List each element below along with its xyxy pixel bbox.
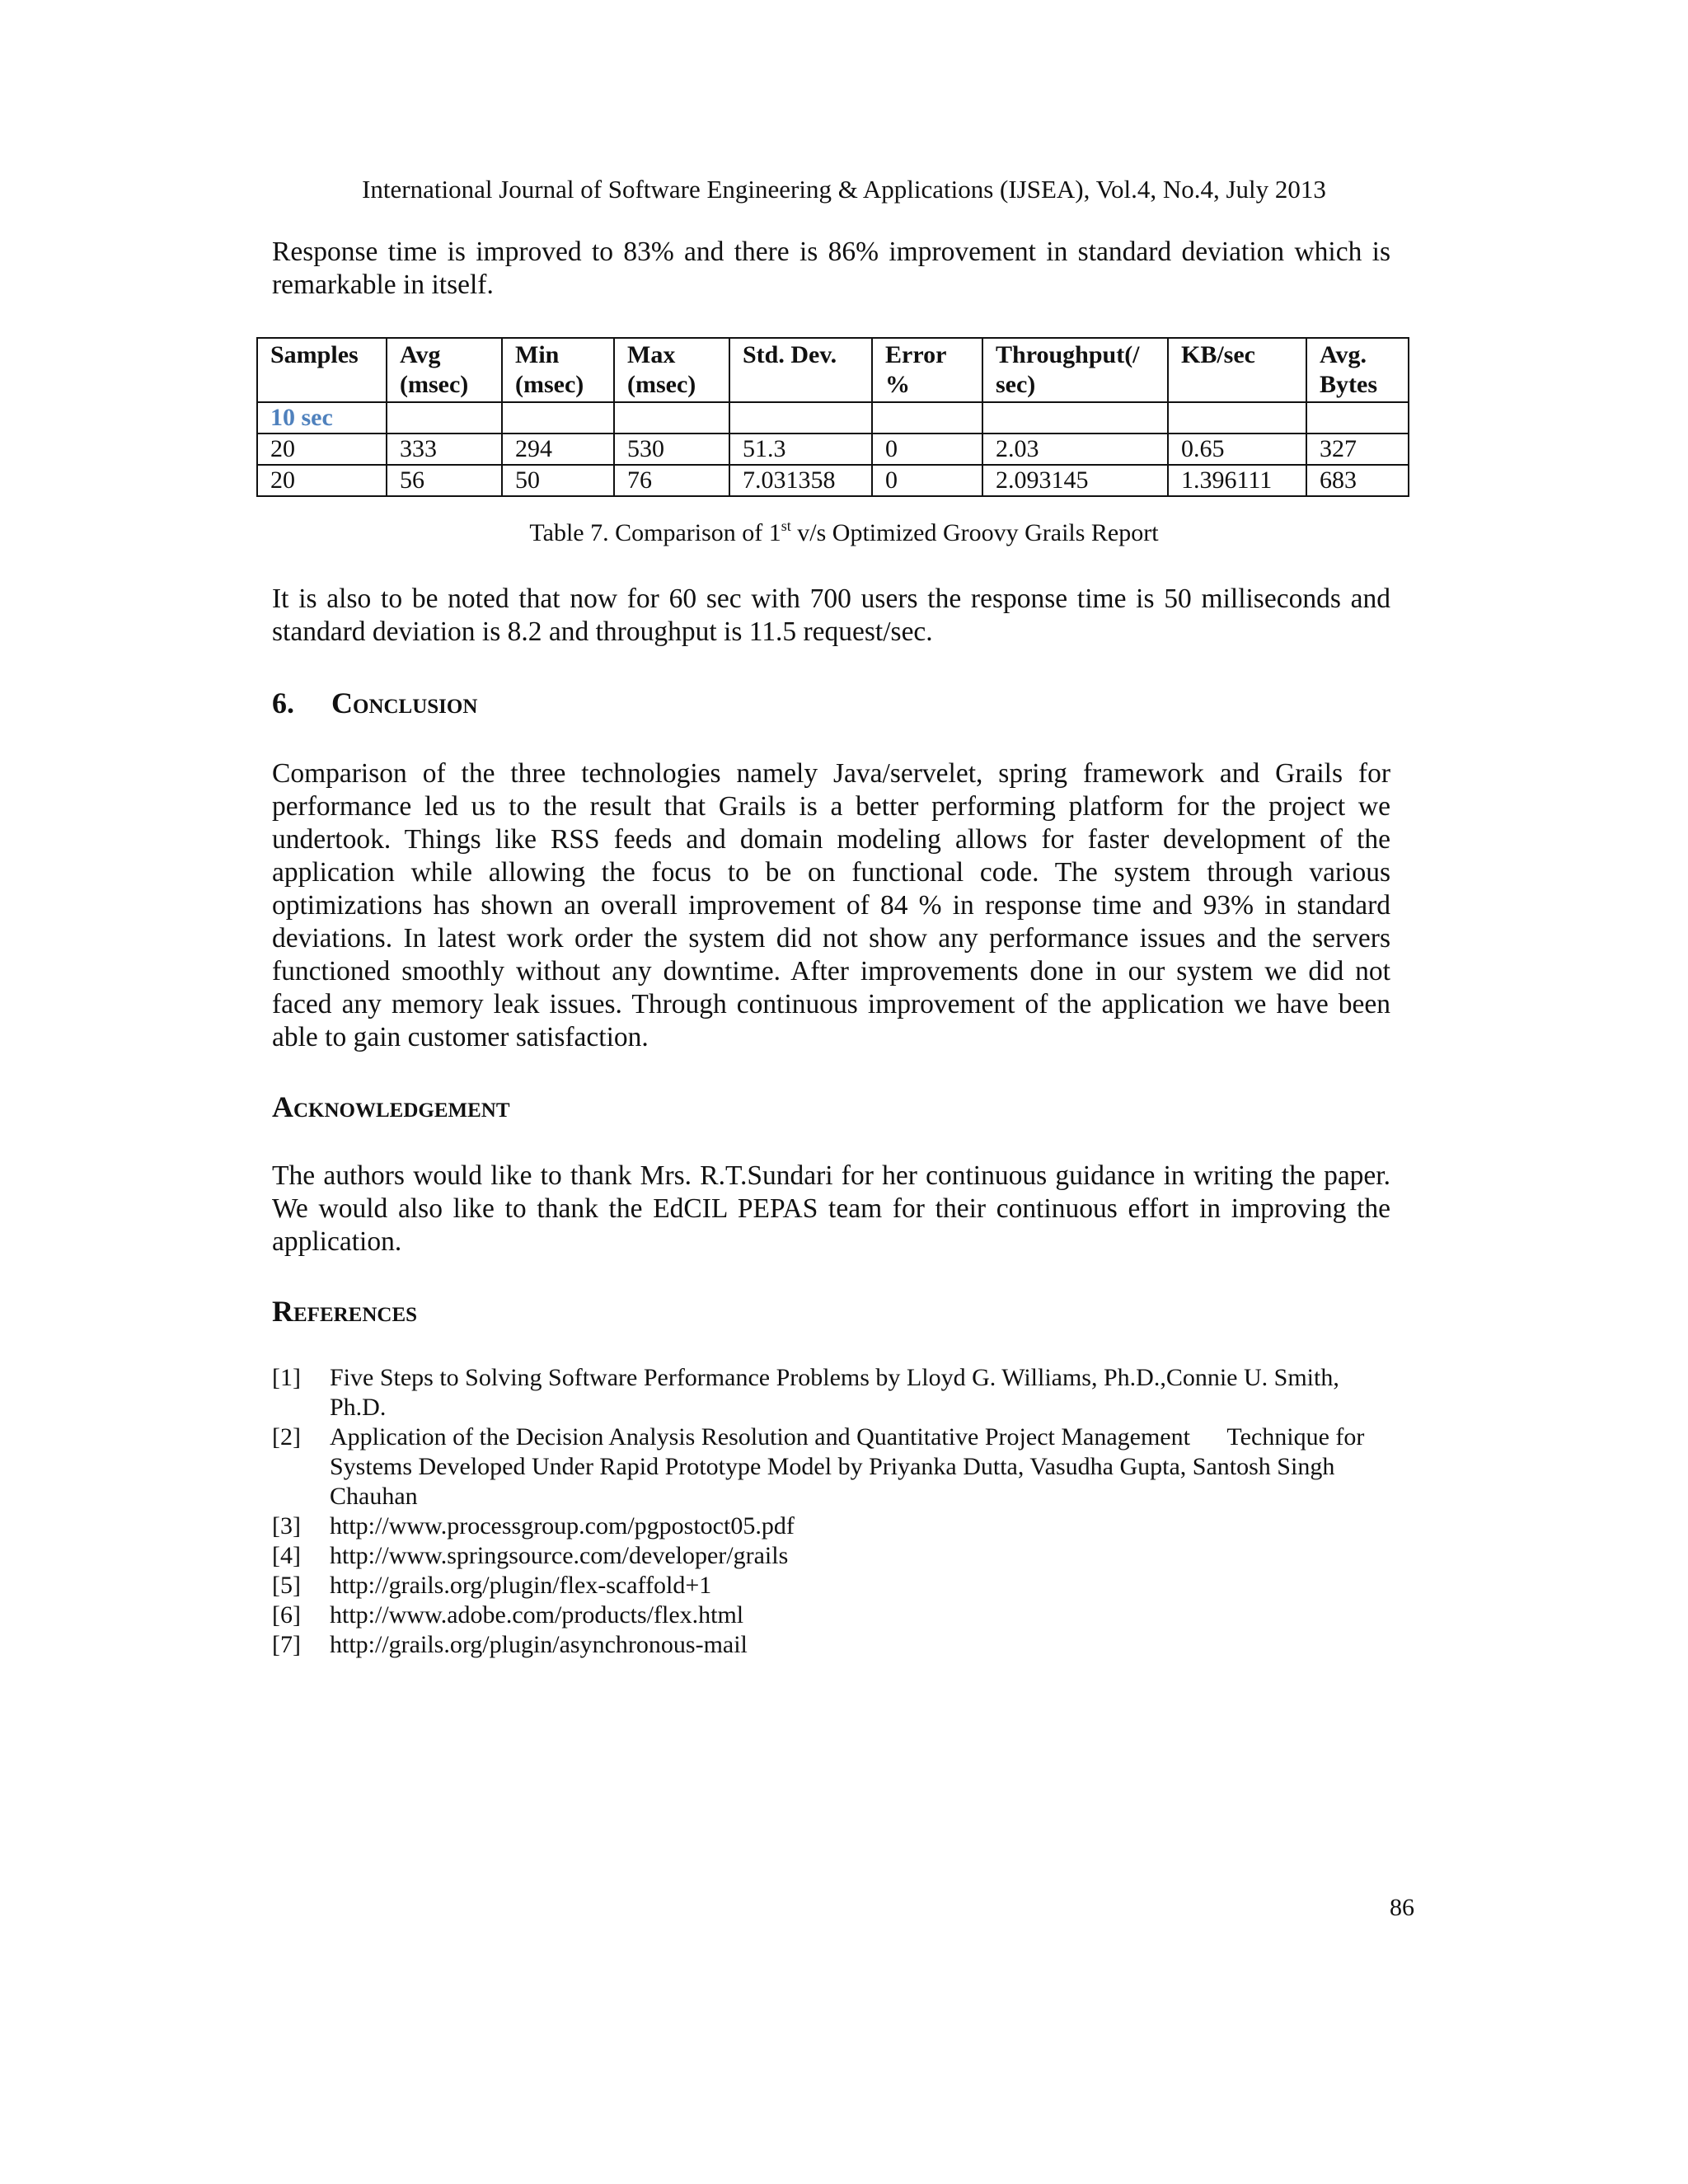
table-cell: 51.3 xyxy=(729,434,872,465)
table-cell xyxy=(1168,402,1306,434)
results-table xyxy=(256,337,1409,497)
table-cell: 2.093145 xyxy=(982,465,1168,496)
references-heading: References xyxy=(272,1295,418,1328)
table-cell xyxy=(729,402,872,434)
table-cell: 0 xyxy=(872,434,982,465)
table-cell: 20 xyxy=(257,465,387,496)
reference-item: [4] http://www.springsource.com/developer/grails xyxy=(272,1542,789,1569)
table-cell: 56 xyxy=(387,465,502,496)
references-list xyxy=(272,1363,1401,1660)
table-cell xyxy=(872,402,982,434)
table-cell: 530 xyxy=(614,434,729,465)
table-cell: 1.396111 xyxy=(1168,465,1306,496)
table-cell: 0 xyxy=(872,465,982,496)
header-min: Min (msec) xyxy=(502,338,614,402)
table-header-row xyxy=(257,338,1409,402)
note-paragraph: It is also to be noted that now for 60 sec with 700 users the response time is 50 milliseconds and standard deviation is 8.2 and throughput is 11.5 request/sec. xyxy=(272,583,1390,647)
table-cell: 50 xyxy=(502,465,614,496)
table-cell: 2.03 xyxy=(982,434,1168,465)
table-cell: 7.031358 xyxy=(729,465,872,496)
section-heading-conclusion xyxy=(272,686,477,720)
header-error: Error % xyxy=(872,338,982,402)
reference-item: [7] http://grails.org/plugin/asynchronous-mail xyxy=(272,1631,748,1658)
reference-item: [6] http://www.adobe.com/products/flex.html xyxy=(272,1601,744,1629)
table-cell: 683 xyxy=(1306,465,1409,496)
acknowledgement-paragraph: The authors would like to thank Mrs. R.T.Sundari for her continuous guidance in writing the paper. We would also like to thank the EdCIL PEPAS team for their continuous effort in improving the application. xyxy=(272,1160,1390,1257)
table-cell xyxy=(387,402,502,434)
reference-item: [1] Five Steps to Solving Software Performance Problems by Lloyd G. Williams, Ph.D.,Connie U. Smith, Ph.D. xyxy=(272,1364,1339,1421)
header-std-dev: Std. Dev. xyxy=(729,338,872,402)
table-group-row xyxy=(257,402,1409,434)
table-cell xyxy=(1306,402,1409,434)
header-avg-bytes: Avg. Bytes xyxy=(1306,338,1409,402)
header-throughput: Throughput(/ sec) xyxy=(982,338,1168,402)
section-number: 6. xyxy=(272,687,294,719)
table-cell: 0.65 xyxy=(1168,434,1306,465)
table-cell xyxy=(614,402,729,434)
table-row xyxy=(257,434,1409,465)
table-cell: 76 xyxy=(614,465,729,496)
reference-item: [3] http://www.processgroup.com/pgpostoct05.pdf xyxy=(272,1512,795,1540)
lead-paragraph: Response time is improved to 83% and there is 86% improvement in standard deviation which is remarkable in itself. xyxy=(272,237,1390,300)
table-cell xyxy=(982,402,1168,434)
page-number: 86 xyxy=(1390,1894,1414,1921)
section-title: Conclusion xyxy=(331,687,478,719)
group-label: 10 sec xyxy=(257,402,387,434)
acknowledgement-heading: Acknowledgement xyxy=(272,1090,510,1123)
conclusion-paragraph: Comparison of the three technologies namely Java/servelet, spring framework and Grails for performance led us to the result that Grails is a better performing platform for the project we undertook. Things like RSS feeds and domain modeling allows for faster development of the application while allowing the focus to be on functional code. The system through various optimizations has shown an overall improvement of 84 % in response time and 93% in standard deviations. In latest work order the system did not show any performance issues and the servers functioned smoothly without any downtime. After improvements done in our system we did not faced any memory leak issues. Through continuous improvement of the application we have been able to gain customer satisfaction. xyxy=(272,758,1390,1052)
journal-header: International Journal of Software Engineering & Applications (IJSEA), Vol.4, No.4, July 2013 xyxy=(362,175,1326,204)
header-samples: Samples xyxy=(257,338,387,402)
table-cell: 294 xyxy=(502,434,614,465)
table-cell: 333 xyxy=(387,434,502,465)
table-cell: 20 xyxy=(257,434,387,465)
table-cell xyxy=(502,402,614,434)
table-caption: Table 7. Comparison of 1st v/s Optimized Groovy Grails Report xyxy=(529,518,1159,546)
header-avg: Avg (msec) xyxy=(387,338,502,402)
table-row xyxy=(257,465,1409,496)
reference-item: [5] http://grails.org/plugin/flex-scaffold+1 xyxy=(272,1572,712,1599)
table-cell: 327 xyxy=(1306,434,1409,465)
reference-item: [2] Application of the Decision Analysis Resolution and Quantitative Project Management Technique for Systems Developed Under Rapid Prototype Model by Priyanka Dutta, Vasudha Gupta, Santosh Singh Chauhan xyxy=(272,1423,1371,1510)
header-max: Max (msec) xyxy=(614,338,729,402)
header-kb-sec: KB/sec xyxy=(1168,338,1306,402)
